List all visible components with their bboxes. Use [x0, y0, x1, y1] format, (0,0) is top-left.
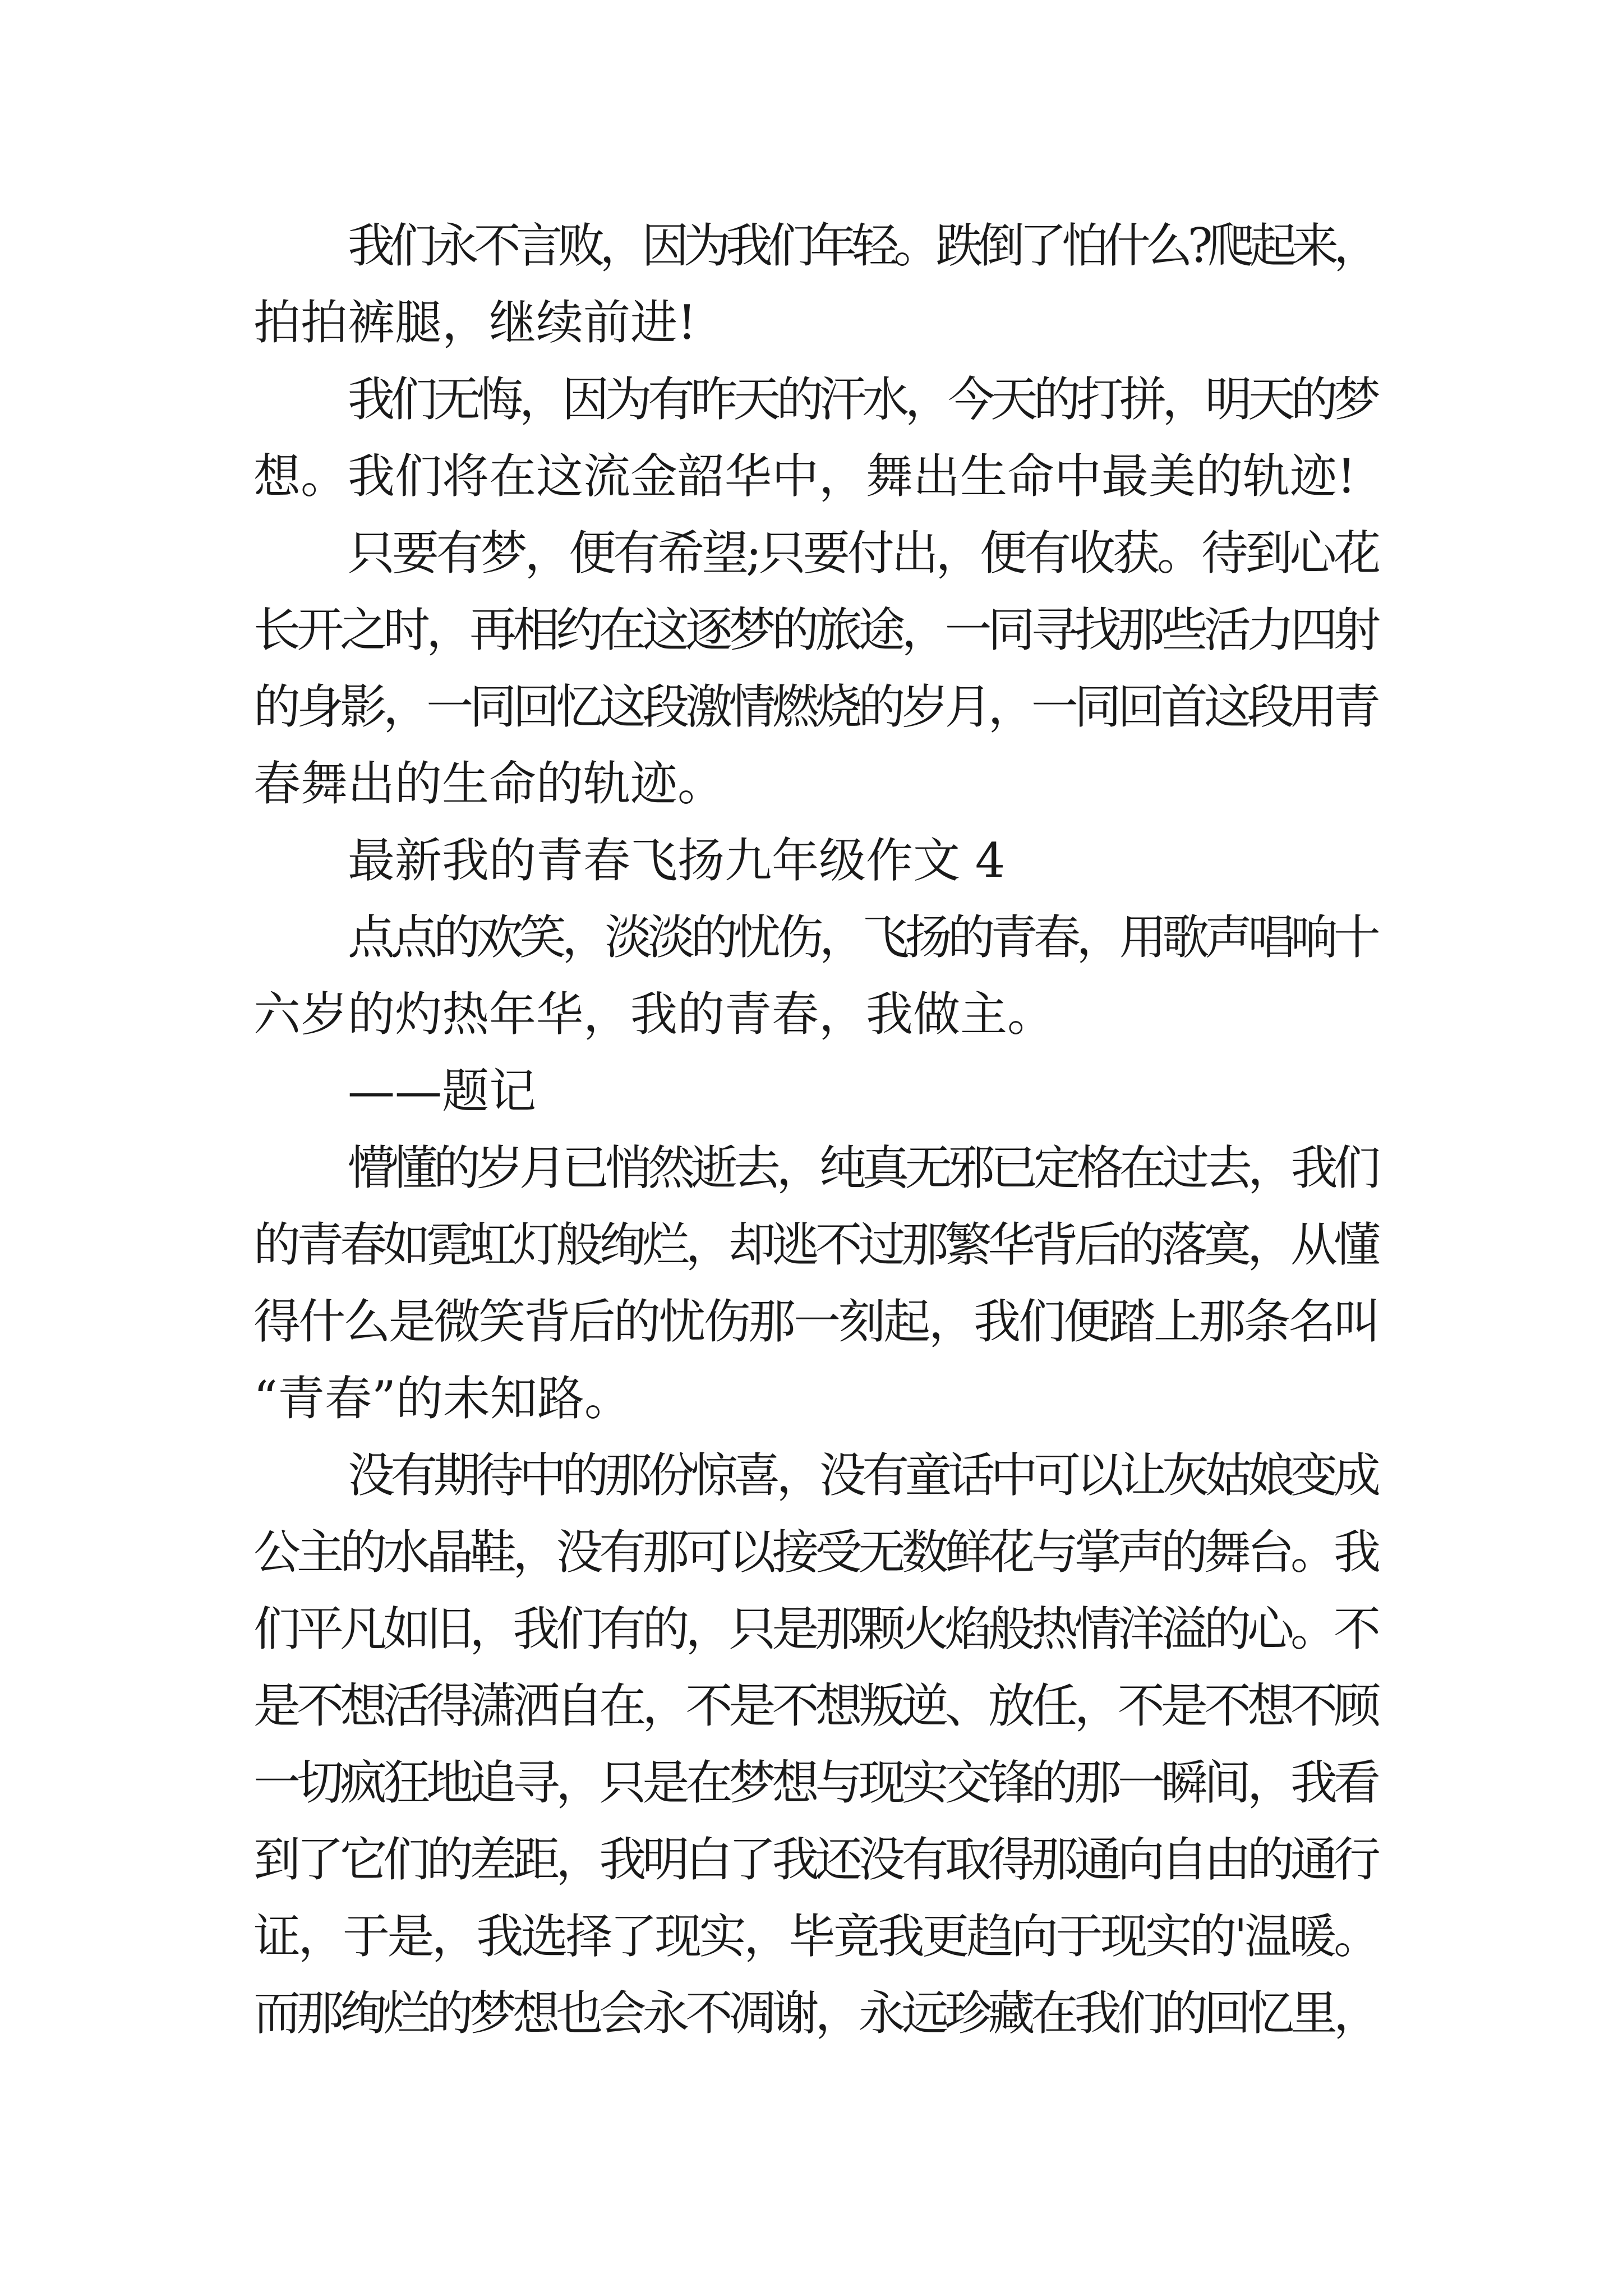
body-paragraph: [253, 1437, 1381, 2052]
body-paragraph: [253, 1053, 1381, 1130]
text-line: “青春”的未知路。: [253, 1371, 631, 1426]
text-line: 点点的欢笑，淡淡的忧伤，飞扬的青春，用歌声唱响十: [348, 910, 1377, 965]
text-line: 公主的水晶鞋，没有那可以接受无数鲜花与掌声的舞台。我: [253, 1525, 1377, 1580]
text-line: 的青春如霓虹灯般绚烂，却逃不过那繁华背后的落寞，从懂: [253, 1217, 1377, 1272]
text-line: 是不想活得潇洒自在，不是不想叛逆、放任，不是不想不顾: [253, 1678, 1377, 1733]
text-line: 想。我们将在这流金韶华中，舞出生命中最美的轨迹!: [253, 449, 1356, 504]
text-line: ——题记: [348, 1064, 537, 1119]
text-line: 到了它们的差距，我明白了我还没有取得那通向自由的通行: [253, 1832, 1377, 1887]
text-line: 我们无悔，因为有昨天的汗水，今天的打拼，明天的梦: [348, 372, 1377, 427]
section-heading: [253, 822, 1381, 899]
text-line: 而那绚烂的梦想也会永不凋谢，永远珍藏在我们的回忆里，: [253, 1986, 1377, 2041]
text-line: 一切疯狂地追寻，只是在梦想与现实交锋的那一瞬间，我看: [253, 1755, 1377, 1810]
document-page: [253, 208, 1381, 2052]
text-line: 六岁的灼热年华，我的青春，我做主。: [253, 987, 1055, 1042]
text-line: 懵懂的岁月已悄然逝去，纯真无邪已定格在过去，我们: [348, 1140, 1377, 1195]
text-line: 最新我的青春飞扬九年级作文 4: [348, 833, 1006, 888]
body-paragraph: [253, 899, 1381, 1053]
text-line: 我们永不言败，因为我们年轻。跌倒了怕什么?爬起来，: [348, 218, 1376, 273]
body-paragraph: [253, 515, 1381, 822]
body-paragraph: [253, 208, 1381, 361]
text-line: 没有期待中的那份惊喜，没有童话中可以让灰姑娘变成: [348, 1448, 1377, 1503]
text-line: 得什么是微笑背后的忧伤那一刻起，我们便踏上那条名叫: [253, 1294, 1379, 1349]
text-line: 证，于是，我选择了现实，毕竟我更趋向于现实的'温暖。: [253, 1909, 1378, 1964]
body-paragraph: [253, 1130, 1381, 1437]
body-paragraph: [253, 361, 1381, 515]
text-line: 的身影，一同回忆这段激情燃烧的岁月，一同回首这段用青: [253, 679, 1377, 734]
text-line: 春舞出的生命的轨迹。: [253, 756, 725, 811]
text-line: 长开之时，再相约在这逐梦的旅途，一同寻找那些活力四射: [253, 602, 1377, 657]
text-line: 拍拍裤腿，继续前进!: [253, 295, 697, 350]
text-line: 只要有梦，便有希望;只要付出，便有收获。待到心花: [348, 526, 1378, 581]
text-line: 们平凡如旧，我们有的，只是那颗火焰般热情洋溢的心。不: [253, 1602, 1377, 1657]
